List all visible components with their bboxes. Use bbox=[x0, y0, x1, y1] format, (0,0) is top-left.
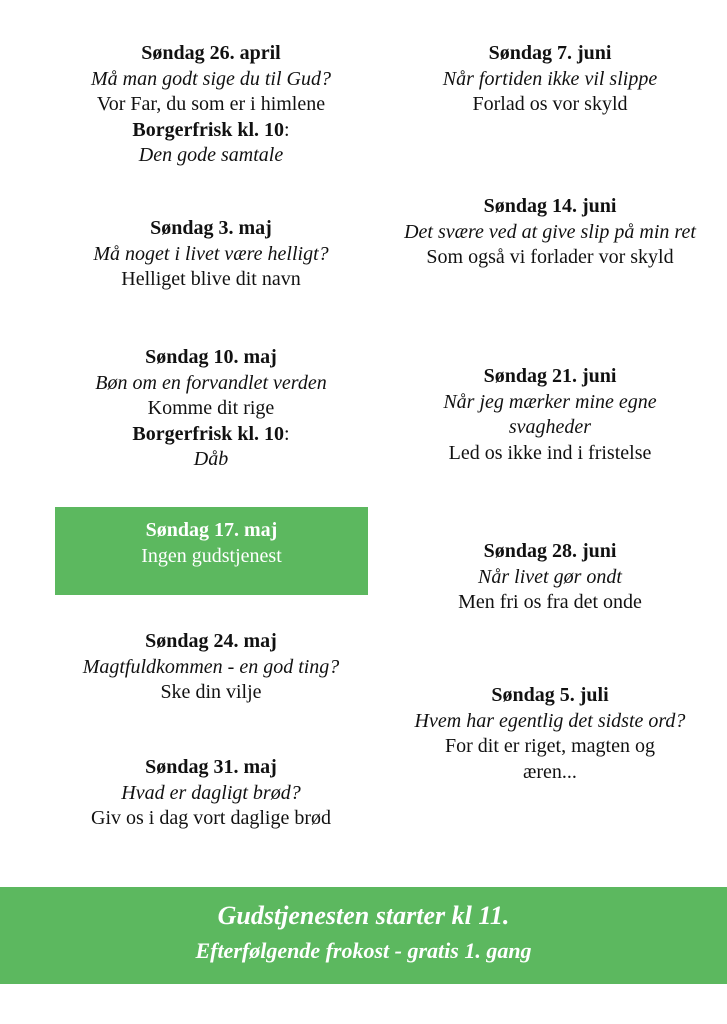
cancelled-service-date: Søndag 17. maj bbox=[145, 519, 278, 541]
service-date: Søndag 3. maj bbox=[150, 217, 272, 239]
service-entry-5 bbox=[380, 41, 720, 118]
service-prayer: Led os ikke ind i fristelse bbox=[448, 441, 652, 464]
service-date: Søndag 24. maj bbox=[145, 630, 277, 652]
service-entry-0 bbox=[55, 41, 367, 169]
service-entry-8 bbox=[380, 539, 720, 616]
borgerfrisk-line: Borgerfrisk kl. 10: bbox=[132, 118, 290, 141]
service-theme: Bøn om en forvandlet verden bbox=[95, 371, 327, 394]
service-entry-9 bbox=[400, 683, 700, 785]
service-theme: Må man godt sige du til Gud? bbox=[91, 67, 331, 90]
service-prayer: For dit er riget, magten og æren... bbox=[445, 735, 655, 783]
service-date: Søndag 31. maj bbox=[145, 756, 277, 778]
service-entry-3 bbox=[55, 629, 367, 706]
service-date: Søndag 21. juni bbox=[483, 365, 617, 387]
service-prayer: Ske din vilje bbox=[160, 681, 262, 703]
service-prayer: Som også vi forlader vor skyld bbox=[426, 246, 674, 268]
service-date: Søndag 26. april bbox=[141, 42, 281, 64]
service-theme: Må noget i livet være helligt? bbox=[93, 242, 329, 265]
service-theme: Magtfuldkommen - en god ting? bbox=[82, 655, 340, 678]
cancelled-service-note: Ingen gudstjenest bbox=[141, 544, 282, 567]
service-date: Søndag 14. juni bbox=[483, 195, 617, 217]
footer-lunch-note: Efterfølgende frokost - gratis 1. gang bbox=[195, 938, 532, 963]
service-prayer: Komme dit rige bbox=[147, 397, 275, 419]
service-theme: Hvad er dagligt brød? bbox=[121, 781, 301, 804]
service-date: Søndag 5. juli bbox=[491, 684, 609, 706]
borgerfrisk-title: Dåb bbox=[193, 448, 229, 470]
service-prayer: Forlad os vor skyld bbox=[472, 93, 628, 115]
borgerfrisk-time: Borgerfrisk kl. 10 bbox=[132, 422, 285, 445]
service-date: Søndag 28. juni bbox=[483, 540, 617, 562]
borgerfrisk-line: Borgerfrisk kl. 10: bbox=[132, 422, 290, 445]
service-prayer: Men fri os fra det onde bbox=[458, 591, 642, 613]
service-prayer: Vor Far, du som er i himlene bbox=[96, 93, 326, 115]
service-entry-2 bbox=[55, 345, 367, 473]
service-theme: Når livet gør ondt bbox=[478, 565, 622, 588]
borgerfrisk-title: Den gode samtale bbox=[138, 144, 284, 166]
service-prayer: Giv os i dag vort daglige brød bbox=[91, 807, 331, 829]
service-entry-1 bbox=[55, 216, 367, 293]
borgerfrisk-time: Borgerfrisk kl. 10 bbox=[132, 118, 285, 141]
service-prayer: Helliget blive dit navn bbox=[121, 268, 301, 290]
footer-start-time: Gudstjenesten starter kl 11. bbox=[217, 901, 510, 930]
service-entry-6 bbox=[395, 194, 705, 271]
service-theme: Hvem har egentlig det sidste ord? bbox=[414, 709, 686, 732]
service-date: Søndag 10. maj bbox=[145, 346, 277, 368]
service-entry-7 bbox=[400, 364, 700, 466]
service-entry-4 bbox=[55, 755, 367, 832]
cancelled-service-box bbox=[55, 507, 368, 595]
service-theme: Når fortiden ikke vil slippe bbox=[442, 67, 658, 90]
footer-banner bbox=[0, 887, 727, 984]
service-date: Søndag 7. juni bbox=[488, 42, 612, 64]
service-theme: Når jeg mærker mine egne svagheder bbox=[443, 390, 657, 438]
service-theme: Det svære ved at give slip på min ret bbox=[404, 220, 696, 243]
